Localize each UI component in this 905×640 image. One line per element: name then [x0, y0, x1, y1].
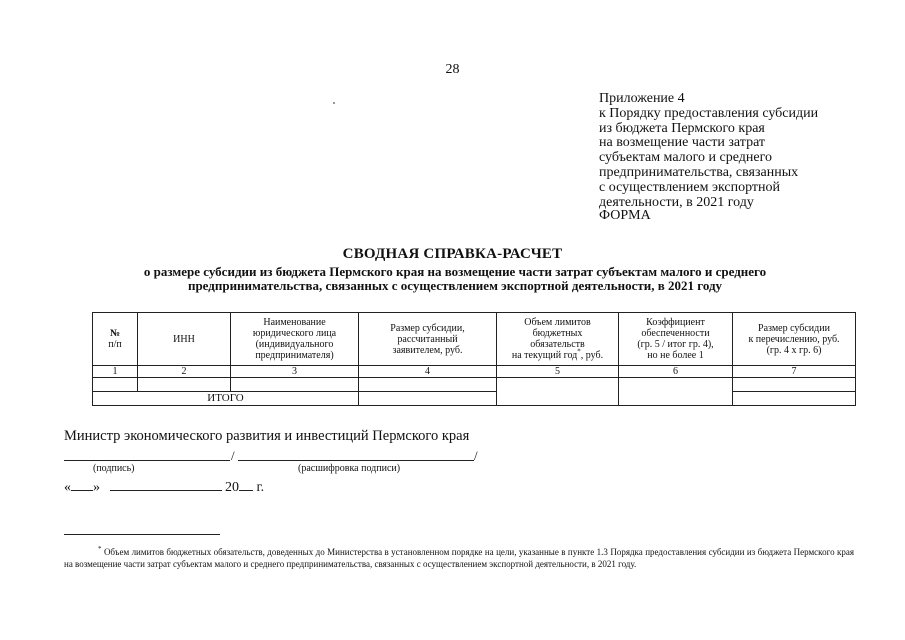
table-cell[interactable]: [619, 378, 733, 406]
year-prefix: 20: [225, 480, 239, 495]
column-number: 2: [138, 366, 231, 378]
decode-caption: (расшифровка подписи): [298, 463, 401, 474]
signature-line[interactable]: [64, 460, 230, 461]
footnote-mark: *: [98, 545, 102, 553]
appendix-line: предпринимательства, связанных: [599, 164, 799, 180]
header-line: к перечислению, руб.: [748, 333, 840, 345]
open-quote: «: [64, 480, 71, 495]
header-line: юридического лица: [252, 328, 337, 339]
header-line: п/п: [108, 339, 122, 350]
column-number: 4: [359, 366, 497, 378]
header-transfer-amount: [733, 313, 856, 366]
header-line: Объем лимитов: [524, 317, 591, 328]
signature-decode-line[interactable]: [238, 460, 474, 461]
total-subsidy-cell[interactable]: [359, 392, 497, 406]
day-blank[interactable]: [71, 490, 93, 491]
header-line: бюджетных: [532, 328, 583, 339]
date-field: [64, 480, 264, 496]
table-cell[interactable]: [138, 378, 231, 392]
page-number: 28: [445, 62, 460, 77]
appendix-line: с осуществлением экспортной: [599, 179, 781, 195]
header-line: ИНН: [173, 333, 195, 345]
header-line: Размер субсидии,: [390, 322, 465, 334]
form-label: ФОРМА: [599, 208, 651, 223]
header-line: Коэффициент: [646, 317, 705, 328]
header-line: (индивидуального: [255, 339, 334, 350]
total-transfer-cell[interactable]: [733, 392, 856, 406]
column-number: 3: [231, 366, 359, 378]
footnote-text: Объем лимитов бюджетных обязательств, доведенных до Министерства в установленном порядке на цели, указанные в пункте 1.3 Порядка предоставления субсидии из бюджета Пермского края на возмещение части затрат субъектам малого и среднего предпринимательства, связанных с осуществлением экспортной деятельности, в 2021 году.: [64, 547, 854, 569]
signature-slash-end: /: [474, 448, 478, 463]
header-line: рассчитанный: [397, 333, 458, 345]
table-cell[interactable]: [497, 378, 619, 406]
signature-slash: /: [231, 448, 235, 463]
header-line: обязательств: [530, 339, 585, 350]
header-line: (гр. 5 / итог гр. 4),: [637, 339, 714, 350]
footnote-divider: [64, 534, 220, 535]
total-label: ИТОГО: [93, 392, 359, 406]
footnote: [64, 546, 854, 570]
header-line: Размер субсидии: [758, 322, 830, 334]
appendix-line: из бюджета Пермского края: [599, 120, 765, 136]
header-line: Наименование: [263, 317, 326, 328]
column-number-row: [93, 366, 856, 378]
header-line: (гр. 4 х гр. 6): [766, 344, 822, 356]
month-blank[interactable]: [110, 490, 222, 491]
header-text: , руб.: [580, 350, 604, 361]
header-line: но не более 1: [647, 350, 704, 361]
minister-title: Министр экономического развития и инвестиций Пермского края: [64, 428, 470, 444]
year-suffix: г.: [256, 480, 265, 495]
table-cell[interactable]: [231, 378, 359, 392]
appendix-line: деятельности, в 2021 году: [599, 194, 754, 210]
header-line: №: [109, 328, 121, 339]
subtitle-line: о размере субсидии из бюджета Пермского края на возмещение части затрат субъектам малого и среднего: [143, 264, 767, 279]
appendix-line: на возмещение части затрат: [599, 135, 766, 151]
total-row: [93, 392, 856, 406]
header-limits: [497, 313, 619, 366]
column-number: 1: [93, 366, 138, 378]
table-row: [93, 378, 856, 392]
appendix-line: субъектам малого и среднего: [599, 150, 772, 166]
header-coefficient: [619, 313, 733, 366]
column-number: 6: [619, 366, 733, 378]
document-subtitle: [70, 265, 840, 293]
column-number: 7: [733, 366, 856, 378]
header-number: [93, 313, 138, 366]
table-cell[interactable]: [93, 378, 138, 392]
document-title: СВОДНАЯ СПРАВКА-РАСЧЕТ: [342, 246, 563, 262]
table-header-row: [93, 313, 856, 366]
header-line: [499, 347, 616, 361]
header-inn: [138, 313, 231, 366]
footnote-mark: *: [577, 347, 581, 356]
subtitle-line: предпринимательства, связанных с осуществлением экспортной деятельности, в 2021 году: [187, 278, 723, 293]
table-cell[interactable]: [359, 378, 497, 392]
appendix-line: Приложение 4: [599, 91, 685, 106]
appendix-block: [599, 92, 879, 210]
close-quote: »: [93, 480, 100, 495]
header-text: на текущий год: [511, 350, 578, 361]
year-blank[interactable]: [239, 490, 253, 491]
appendix-line: к Порядку предоставления субсидии: [599, 105, 819, 121]
scan-speck: [333, 102, 335, 104]
header-line: предпринимателя): [255, 350, 334, 361]
header-subsidy-size: [359, 313, 497, 366]
signature-caption: (подпись): [93, 463, 135, 474]
header-line: заявителем, руб.: [392, 344, 463, 356]
table-cell[interactable]: [733, 378, 856, 392]
calculation-table: [92, 312, 856, 406]
header-name: [231, 313, 359, 366]
header-line: обеспеченности: [641, 328, 710, 339]
column-number: 5: [497, 366, 619, 378]
